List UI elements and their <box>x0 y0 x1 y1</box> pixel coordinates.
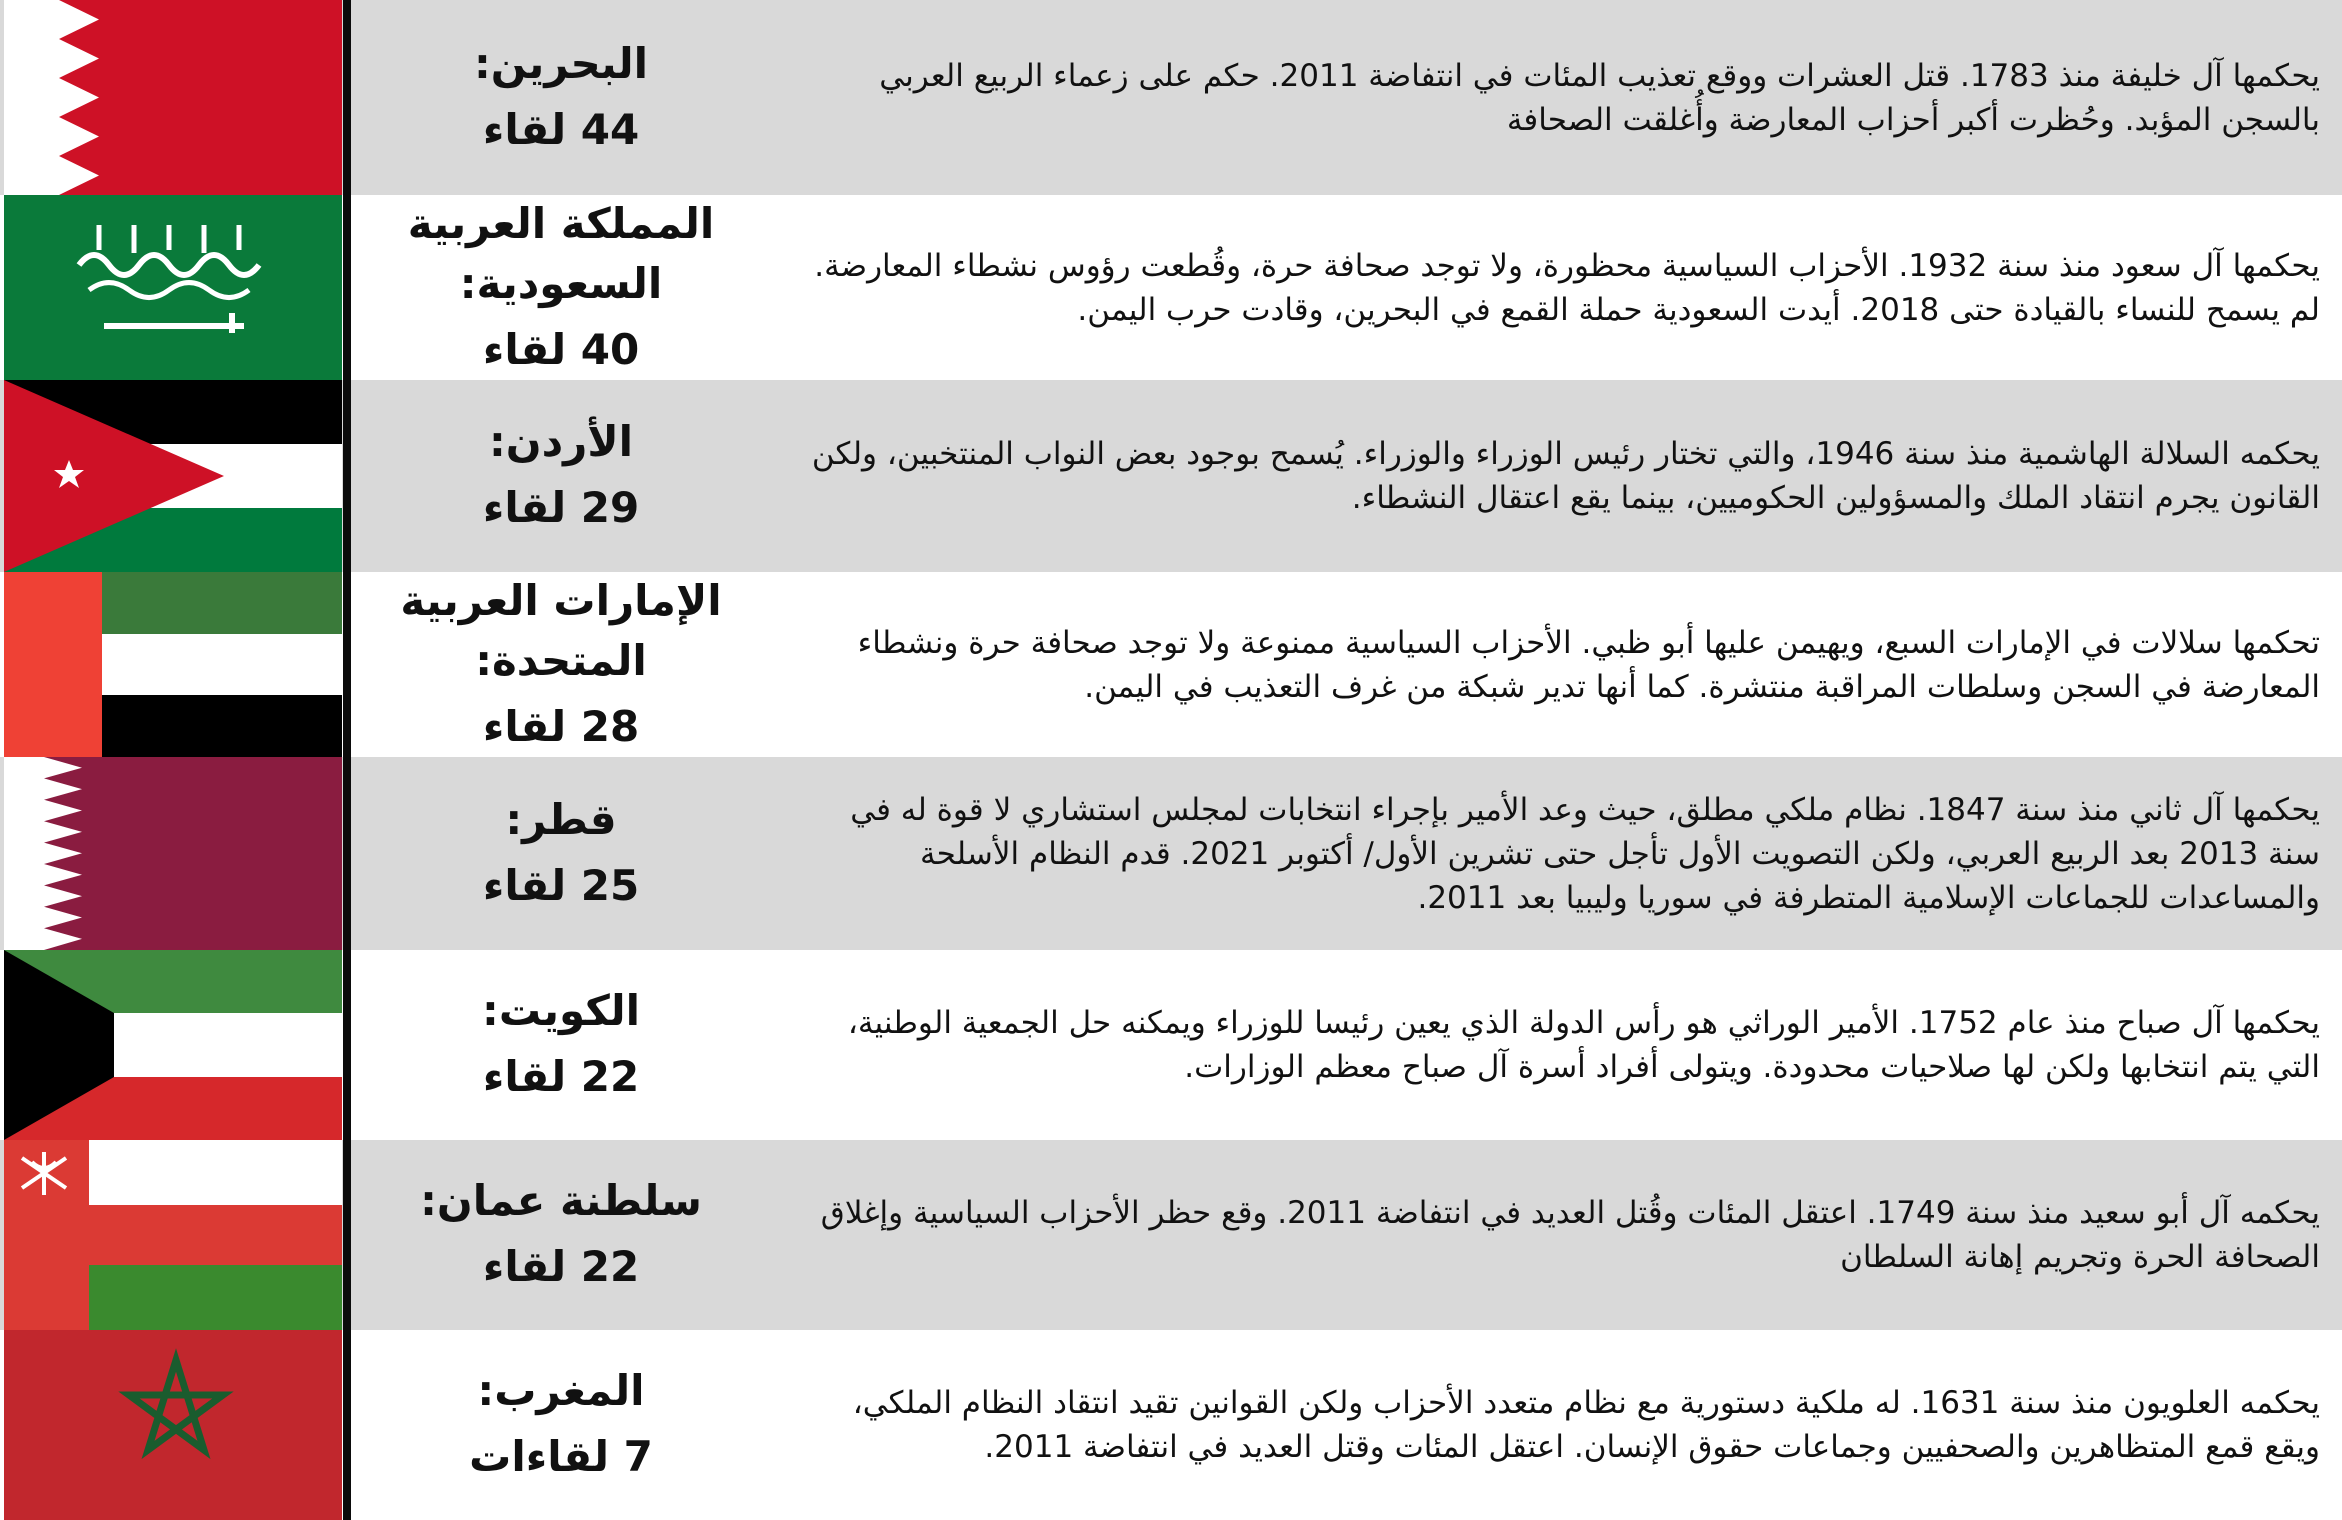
description-text: يحكمه السلالة الهاشمية منذ سنة 1946، والتي تختار رئيس الوزراء والوزراء. يُسمح بوجود بعض النواب المنتخبين، ولكن القانون يجرم انتقاد الملك والمسؤولين الحكوميين، بينما يقع اعتقال النشطاء. <box>811 436 2320 516</box>
meeting-count: 28 لقاء <box>482 701 640 751</box>
row-uae <box>0 572 2342 757</box>
column-divider <box>343 0 351 1520</box>
uae-flag-icon <box>4 572 342 757</box>
country-description <box>800 380 2320 572</box>
meeting-count: 29 لقاء <box>482 483 640 532</box>
country-name: البحرين: <box>473 38 649 88</box>
meeting-count: 7 لقاءات <box>469 1432 653 1481</box>
country-description <box>800 1140 2320 1330</box>
country-block <box>351 195 771 380</box>
description-text: يحكمه العلويون منذ سنة 1631. له ملكية دستورية مع نظام متعدد الأحزاب ولكن القوانين تقيد انتقاد النظام الملكي، ويقع قمع المتظاهرين والصحفيين وجماعات حقوق الإنسان. اعتقل المئات وقتل العديد في انتفاضة 2011. <box>852 1385 2320 1465</box>
meeting-count: 22 لقاء <box>482 1052 640 1101</box>
row-kuwait <box>0 950 2342 1140</box>
jordan-flag-icon <box>4 380 342 572</box>
country-block <box>351 757 771 950</box>
country-block <box>351 1140 771 1330</box>
country-name: سلطنة عمان: <box>420 1176 702 1225</box>
row-oman <box>0 1140 2342 1330</box>
country-name: الأردن: <box>488 417 634 466</box>
description-text: يحكمه آل أبو سعيد منذ سنة 1749. اعتقل المئات وقُتل العديد في انتفاضة 2011. وقع حظر الأحزاب السياسية وإغلاق الصحافة الحرة وتجريم إهانة السلطان <box>820 1195 2320 1275</box>
bahrain-flag-icon <box>4 0 342 195</box>
country-description <box>800 572 2320 757</box>
description-text: يحكمها آل سعود منذ سنة 1932. الأحزاب السياسية محظورة، ولا توجد صحافة حرة، وقُطعت رؤوس نشطاء المعارضة. لم يسمح للنساء بالقيادة حتى 2018. أيدت السعودية حملة القمع في البحرين، وقادت حرب اليمن. <box>814 247 2320 328</box>
country-name: الكويت: <box>482 986 640 1035</box>
qatar-flag-icon <box>4 757 342 950</box>
country-name: الإمارات العربية المتحدة: <box>400 575 722 685</box>
meeting-count: 40 لقاء <box>482 324 640 374</box>
country-description <box>800 1330 2320 1520</box>
row-bahrain <box>0 0 2342 195</box>
country-description <box>800 950 2320 1140</box>
row-jordan <box>0 380 2342 572</box>
country-block <box>351 380 771 572</box>
meeting-count: 25 لقاء <box>482 860 640 910</box>
kuwait-flag-icon <box>4 950 342 1140</box>
country-name: قطر: <box>505 794 617 844</box>
country-description <box>800 195 2320 380</box>
row-morocco <box>0 1330 2342 1520</box>
description-text: يحكمها آل صباح منذ عام 1752. الأمير الوراثي هو رأس الدولة الذي يعين رئيسا للوزراء ويمكنه حل الجمعية الوطنية، التي يتم انتخابها ولكن لها صلاحيات محدودة. ويتولى أفراد أسرة آل صباح معظم الوزارات. <box>847 1005 2320 1085</box>
meeting-count: 22 لقاء <box>482 1242 640 1291</box>
country-description <box>800 0 2320 195</box>
country-block <box>351 572 771 757</box>
row-saudi-arabia <box>0 195 2342 380</box>
meeting-count: 44 لقاء <box>482 104 640 154</box>
country-block <box>351 1330 771 1520</box>
country-description <box>800 757 2320 950</box>
saudi-arabia-flag-icon <box>4 195 342 380</box>
country-name: المغرب: <box>477 1366 645 1415</box>
country-block <box>351 950 771 1140</box>
description-text: يحكمها آل ثاني منذ سنة 1847. نظام ملكي مطلق، حيث وعد الأمير بإجراء انتخابات لمجلس استشاري لا قوة له في سنة 2013 بعد الربيع العربي، ولكن التصويت الأول تأجل حتى تشرين الأول/ أكتوبر 2021. قدم النظام الأسلحة والمساعدات للجماعات الإسلامية المتطرفة في سوريا وليبيا بعد 2011. <box>850 791 2320 916</box>
row-qatar <box>0 757 2342 950</box>
description-text: تحكمها سلالات في الإمارات السبع، ويهيمن عليها أبو ظبي. الأحزاب السياسية ممنوعة ولا توجد صحافة حرة ونشطاء المعارضة في السجن وسلطات المراقبة منتشرة. كما أنها تدير شبكة من غرف التعذيب في اليمن. <box>857 624 2320 705</box>
oman-flag-icon <box>4 1140 342 1330</box>
description-text: يحكمها آل خليفة منذ 1783. قتل العشرات ووقع تعذيب المئات في انتفاضة 2011. حكم على زعماء الربيع العربي بالسجن المؤبد. وحُظرت أكبر أحزاب المعارضة وأُغلقت الصحافة <box>879 57 2320 138</box>
morocco-flag-icon <box>4 1330 342 1520</box>
country-name: المملكة العربية السعودية: <box>407 198 715 308</box>
country-block <box>351 0 771 195</box>
